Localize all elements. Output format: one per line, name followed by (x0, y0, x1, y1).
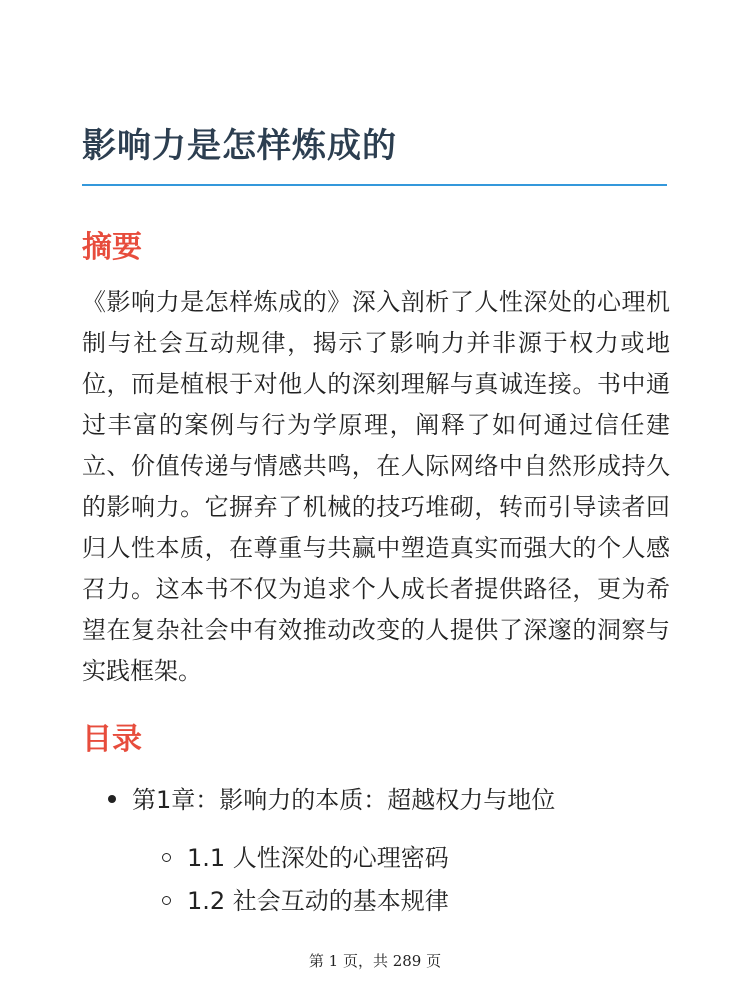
toc-chapter-item (108, 780, 555, 815)
toc-section-label: 1.2 社会互动的基本规律 (187, 887, 449, 915)
page-number-footer: 第 1 页，共 289 页 (308, 952, 442, 970)
document-title: 影响力是怎样炼成的 (82, 126, 397, 166)
bullet-circle-icon (162, 853, 171, 862)
bullet-circle-icon (162, 896, 171, 905)
toc-heading: 目录 (82, 722, 142, 757)
toc-section-item (162, 881, 449, 916)
bullet-dot-icon (108, 795, 116, 803)
toc-chapter-label: 第1章：影响力的本质：超越权力与地位 (132, 786, 556, 814)
toc-section-label: 1.1 人性深处的心理密码 (187, 844, 449, 872)
toc-section-item (162, 838, 449, 873)
summary-paragraph: 《影响力是怎样炼成的》深入剖析了人性深处的心理机制与社会互动规律，揭示了影响力并非源于权力或地位，而是植根于对他人的深刻理解与真诚连接。书中通过丰富的案例与行为学原理，阐释了如何通过信任建立、价值传递与情感共鸣，在人际网络中自然形成持久的影响力。它摒弃了机械的技巧堆砌，转而引导读者回归人性本质，在尊重与共赢中塑造真实而强大的个人感召力。这本书不仅为追求个人成长者提供路径，更为希望在复杂社会中有效推动改变的人提供了深邃的洞察与实践框架。 (82, 288, 670, 685)
summary-heading: 摘要 (82, 230, 142, 265)
title-divider (82, 184, 667, 186)
